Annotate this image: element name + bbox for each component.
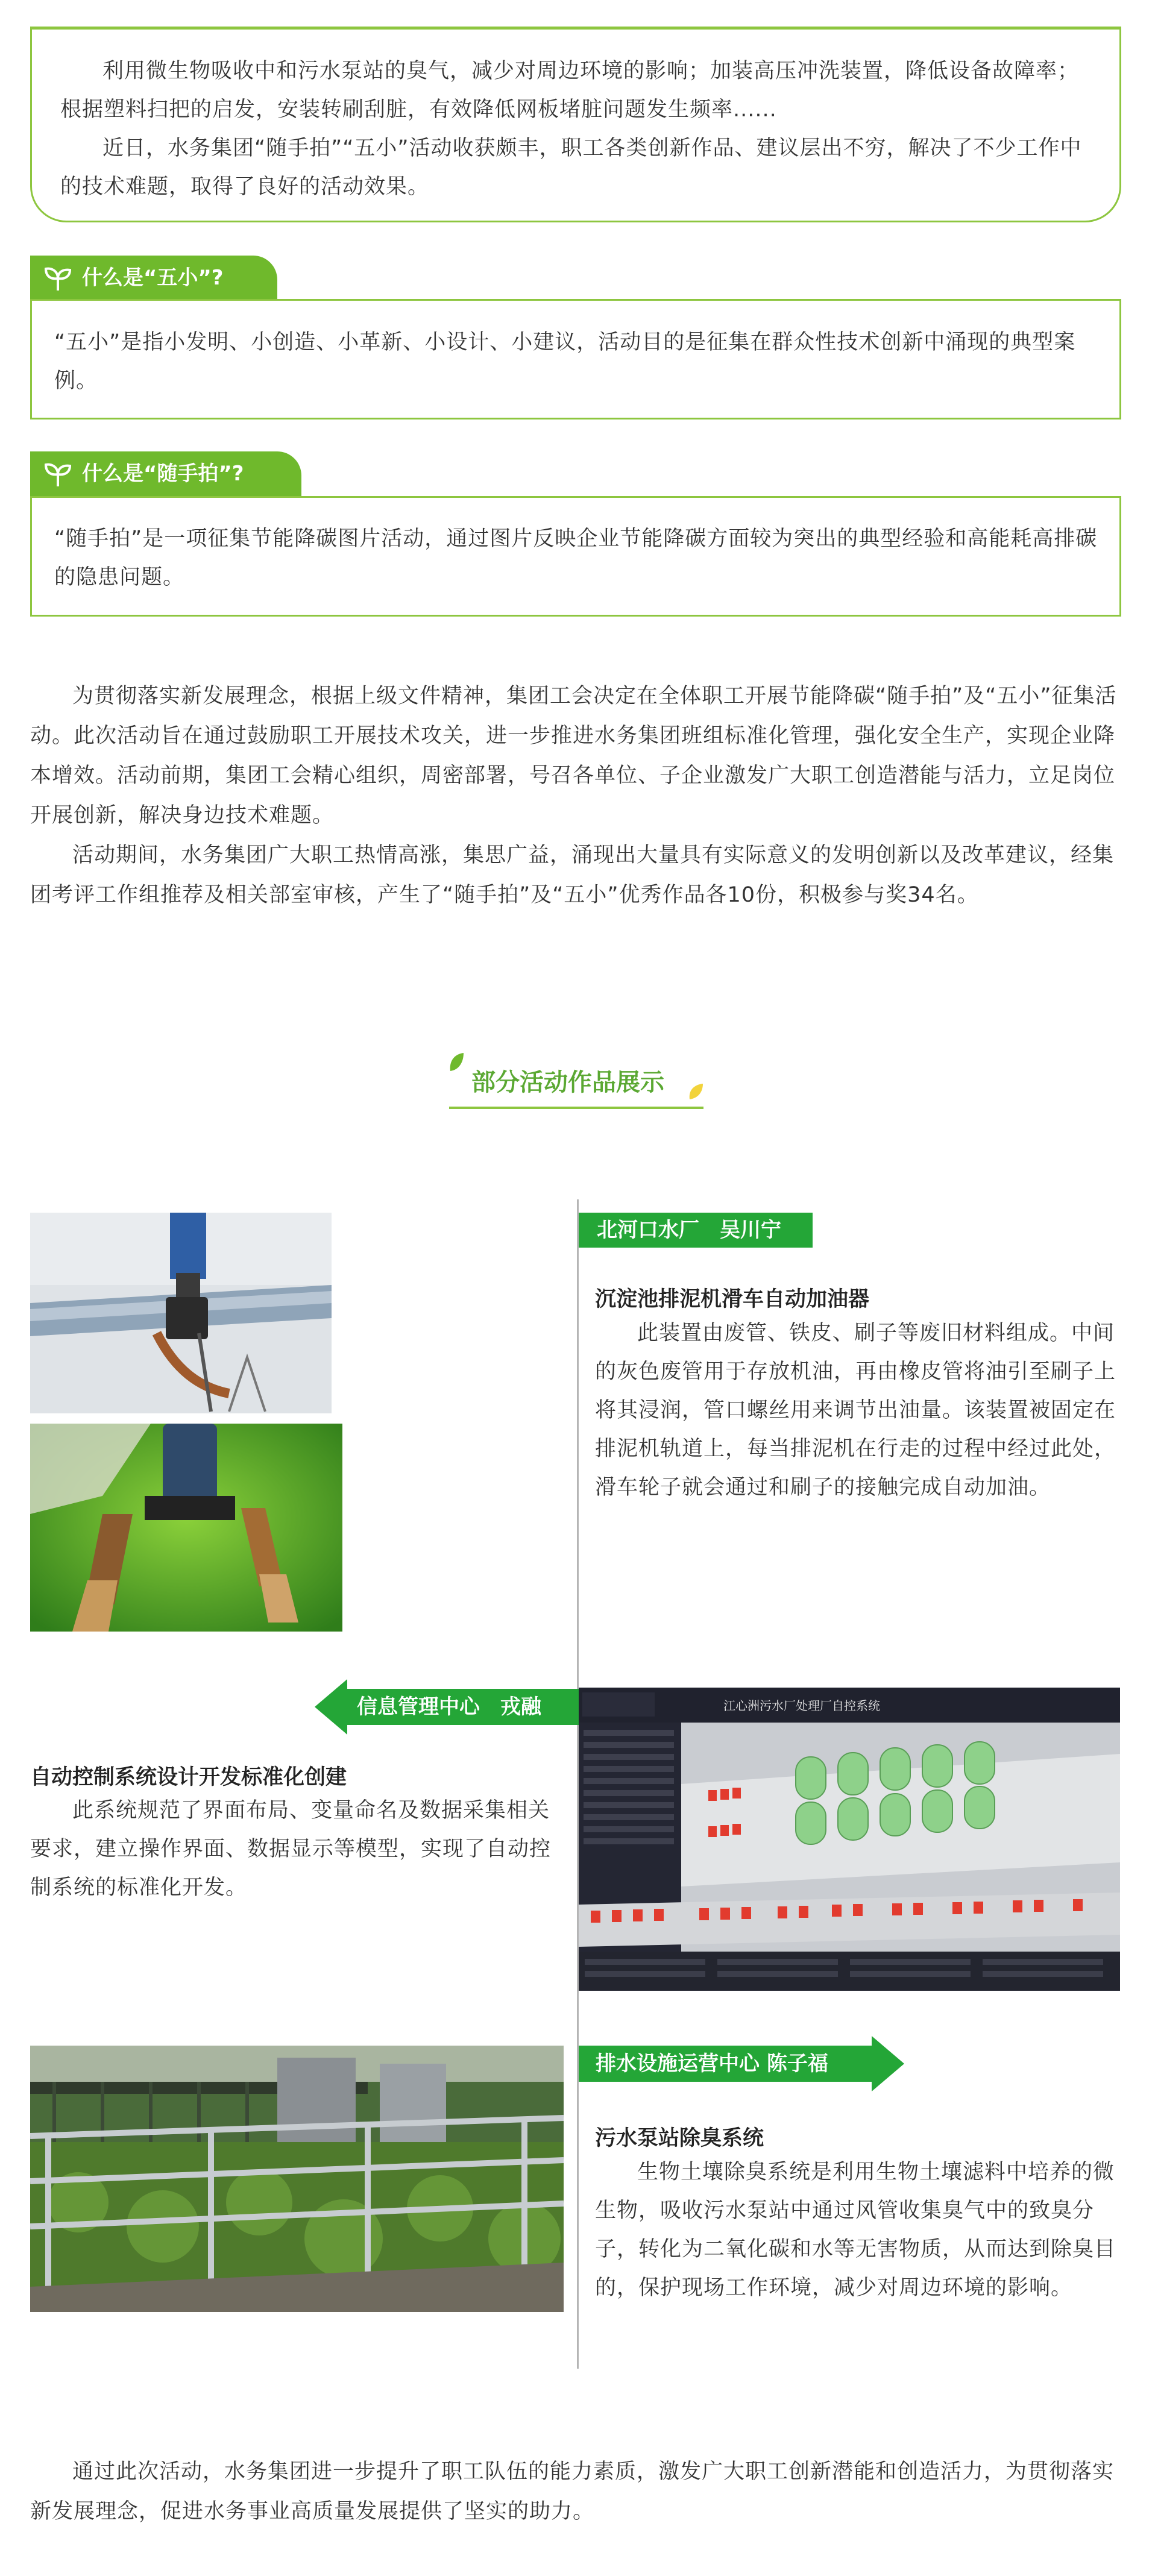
suishoupai-body-wrap xyxy=(54,520,1103,597)
main-paragraph-2: 活动期间，水务集团广大职工热情高涨，集思广益，涌现出大量具有实际意义的发明创新以及改革建议，经集团考评工作组推荐及相关部室审核，产生了“随手拍”及“五小”优秀作品各10份，积极参与奖34名。 xyxy=(30,843,1115,907)
leaf-icon xyxy=(687,1082,704,1101)
showcase-title-underline xyxy=(449,1107,703,1109)
sprout-icon xyxy=(43,264,72,293)
item-2-body-wrap xyxy=(30,1791,561,1907)
intro-paragraph-1: 利用微生物吸收中和污水泵站的臭气，减少对周边环境的影响；加装高压冲洗装置，降低设备故障率；根据塑料扫把的启发，安装转刷刮脏，有效降低网板堵脏问题发生频率...... xyxy=(60,59,1080,122)
item-1-title: 沉淀池排泥机滑车自动加油器 xyxy=(595,1287,870,1312)
item-3-body-wrap xyxy=(595,2153,1125,2307)
item-1-body: 此装置由废管、铁皮、刷子等废旧材料组成。中间的灰色废管用于存放机油，再由橡皮管将油引至刷子上将其浸润，管口螺丝用来调节出油量。该装置被固定在排泥机轨道上，每当排泥机在行走的过程中经过此处，滑车轮子就会通过和刷子的接触完成自动加油。 xyxy=(595,1321,1116,1500)
main-text xyxy=(30,676,1121,915)
intro-text xyxy=(60,52,1097,206)
scada-screen-title: 江心洲污水厂处理厂自控系统 xyxy=(723,1698,880,1713)
photo-oiler-brushes xyxy=(30,1424,342,1632)
item-1-body-wrap xyxy=(595,1314,1125,1507)
photo-oiler-rail xyxy=(30,1213,332,1413)
suishoupai-heading-tag xyxy=(30,451,301,496)
item-2-title: 自动控制系统设计开发标准化创建 xyxy=(30,1765,347,1789)
item-3-label: 排水设施运营中心 陈子福 xyxy=(596,2052,828,2076)
item-2-label: 信息管理中心 戎融 xyxy=(357,1695,541,1719)
wuxiao-body: “五小”是指小发明、小创造、小革新、小设计、小建议，活动目的是征集在群众性技术创新中涌现的典型案例。 xyxy=(54,330,1076,393)
item-2-body: 此系统规范了界面布局、变量命名及数据采集相关要求，建立操作界面、数据显示等模型，实现了自动控制系统的标准化开发。 xyxy=(30,1798,552,1900)
wuxiao-heading-tag xyxy=(30,256,277,300)
item-3-body: 生物土壤除臭系统是利用生物土壤滤料中培养的微生物，吸收污水泵站中通过风管收集臭气中的致臭分子，转化为二氧化碳和水等无害物质，从而达到除臭目的，保护现场工作环境，减少对周边环境的影响。 xyxy=(595,2160,1116,2300)
wuxiao-heading: 什么是“五小”? xyxy=(82,266,224,290)
item-3-title: 污水泵站除臭系统 xyxy=(595,2126,764,2150)
sprout-icon xyxy=(43,460,72,489)
closing-paragraph: 通过此次活动，水务集团进一步提升了职工队伍的能力素质，激发广大职工创新潜能和创造活力，为贯彻落实新发展理念，促进水务事业高质量发展提供了坚实的助力。 xyxy=(30,2460,1115,2524)
screenshot-scada xyxy=(579,1688,1120,1991)
leaf-icon xyxy=(448,1052,465,1072)
closing-wrap xyxy=(30,2452,1121,2531)
showcase-title: 部分活动作品展示 xyxy=(471,1069,664,1096)
suishoupai-heading: 什么是“随手拍”? xyxy=(82,462,244,486)
suishoupai-body: “随手拍”是一项征集节能降碳图片活动，通过图片反映企业节能降碳方面较为突出的典型经验和高能耗高排碳的隐患问题。 xyxy=(54,527,1098,589)
main-paragraph-1: 为贯彻落实新发展理念，根据上级文件精神，集团工会决定在全体职工开展节能降碳“随手拍”及“五小”征集活动。此次活动旨在通过鼓励职工开展技术攻关，进一步推进水务集团班组标准化管理，强化安全生产，实现企业降本增效。活动前期，集团工会精心组织，周密部署，号召各单位、子企业激发广大职工创造潜能与活力，立足岗位开展创新，解决身边技术难题。 xyxy=(30,684,1117,828)
intro-paragraph-2: 近日，水务集团“随手拍”“五小”活动收获颇丰，职工各类创新作品、建议层出不穷，解决了不少工作中的技术难题，取得了良好的活动效果。 xyxy=(60,136,1082,199)
photo-deodorization xyxy=(30,2046,564,2312)
wuxiao-body-wrap xyxy=(54,323,1103,400)
item-1-label: 北河口水厂 吴川宁 xyxy=(579,1213,813,1248)
